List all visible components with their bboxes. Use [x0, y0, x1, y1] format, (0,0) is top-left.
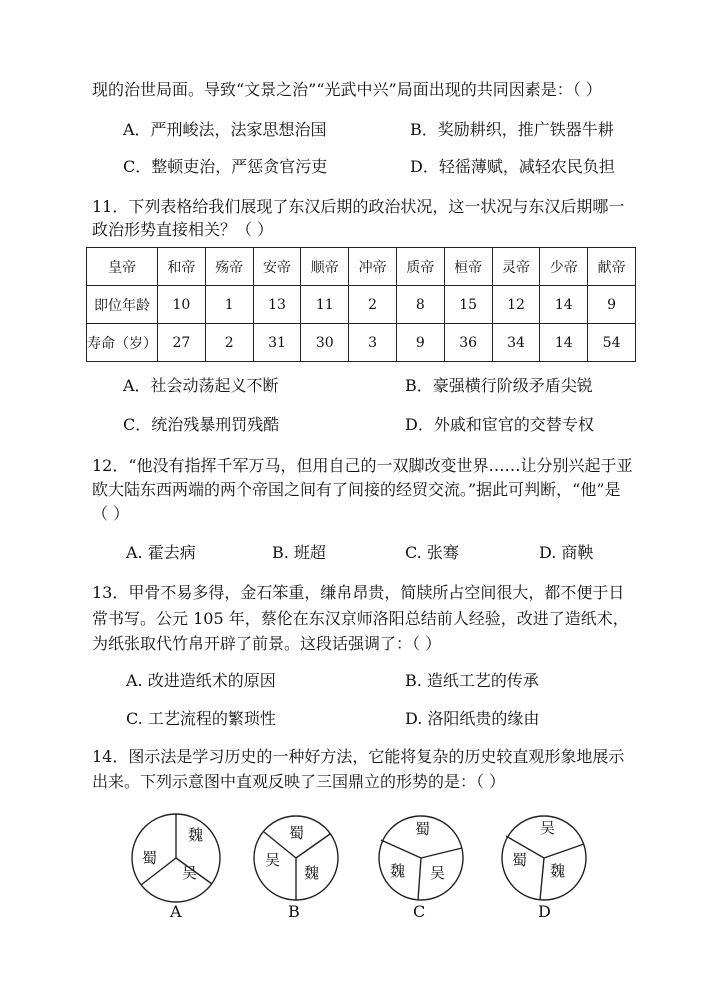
q12-option-d: D. 商鞅 [539, 543, 594, 562]
table-cell: 11 [301, 286, 349, 324]
table-row-label: 寿命（岁） [87, 324, 158, 362]
diagram-a-right: 吴 [182, 864, 198, 882]
q10-option-a: A．严刑峻法，法家思想治国 [123, 120, 327, 139]
table-cell: 少帝 [540, 248, 588, 286]
q12-stem-line2: 欧大陆东西两端的两个帝国之间有了间接的经贸交流。”据此可判断，“他”是 [92, 480, 621, 499]
table-cell: 14 [540, 324, 588, 362]
diagram-d-left: 蜀 [512, 851, 528, 869]
diagram-d-right: 魏 [550, 862, 566, 880]
q11-option-c: C．统治残暴刑罚残酷 [123, 415, 280, 434]
table-header-label: 皇帝 [87, 248, 158, 286]
table-cell: 桓帝 [444, 248, 492, 286]
table-cell: 36 [444, 324, 492, 362]
table-row-emperors [87, 248, 636, 286]
diagram-d-top: 吴 [540, 819, 556, 837]
table-cell: 献帝 [588, 248, 636, 286]
diagram-c-top: 蜀 [415, 820, 431, 838]
q12-stem-line3: （ ） [92, 504, 130, 523]
table-cell: 2 [205, 324, 253, 362]
table-cell: 27 [158, 324, 206, 362]
diagram-c-right: 吴 [430, 864, 446, 882]
diagram-a-left: 蜀 [142, 849, 158, 867]
q14-stem-line1: 14．图示法是学习历史的一种好方法，它能将复杂的历史较直观形象地展示 [92, 747, 625, 766]
q12-option-c: C. 张骞 [405, 543, 459, 562]
q13-option-d: D. 洛阳纸贵的缘由 [405, 709, 540, 728]
table-cell: 34 [492, 324, 540, 362]
q10-option-b: B．奖励耕织，推广铁器牛耕 [410, 120, 614, 139]
table-cell: 12 [492, 286, 540, 324]
table-cell: 1 [205, 286, 253, 324]
diagram-b-left: 吴 [265, 851, 281, 869]
q11-stem-line1: 11．下列表格给我们展现了东汉后期的政治状况，这一状况与东汉后期哪一 [92, 197, 625, 216]
table-cell: 8 [396, 286, 444, 324]
q11-option-a: A．社会动荡起义不断 [123, 376, 279, 395]
table-cell: 殇帝 [205, 248, 253, 286]
diagram-c-label: C [413, 902, 426, 921]
q11-stem-line2: 政治形势直接相关？（ ） [92, 220, 274, 239]
table-cell: 3 [349, 324, 397, 362]
q13-stem-line2: 常书写。公元 105 年，蔡伦在东汉京师洛阳总结前人经验，改进了造纸术， [92, 609, 629, 628]
q10-stem: 现的治世局面。导致“文景之治”“光武中兴”局面出现的共同因素是：（ ） [92, 80, 602, 99]
emperor-table [86, 247, 636, 362]
three-kingdoms-diagrams [0, 800, 718, 940]
q13-option-a: A. 改进造纸术的原因 [126, 671, 276, 690]
q10-option-c: C．整顿吏治，严惩贪官污吏 [123, 157, 328, 176]
diagram-b-top: 蜀 [289, 824, 305, 842]
q13-option-b: B. 造纸工艺的传承 [405, 671, 539, 690]
q13-option-c: C. 工艺流程的繁琐性 [126, 709, 276, 728]
table-cell: 31 [253, 324, 301, 362]
table-cell: 30 [301, 324, 349, 362]
diagram-d-label: D [538, 902, 551, 921]
diagram-c-left: 魏 [390, 862, 406, 880]
table-cell: 冲帝 [349, 248, 397, 286]
table-cell: 9 [396, 324, 444, 362]
q12-stem-line1: 12．“他没有指挥千军万马，但用自己的一双脚改变世界……让分别兴起于亚 [92, 456, 633, 475]
q10-option-d: D．轻徭薄赋，减轻农民负担 [410, 157, 615, 176]
table-cell: 13 [253, 286, 301, 324]
table-cell: 10 [158, 286, 206, 324]
diagram-a [132, 814, 220, 921]
q11-option-d: D．外戚和宦官的交替专权 [405, 415, 594, 434]
table-cell: 15 [444, 286, 492, 324]
q12-option-b: B. 班超 [272, 543, 326, 562]
table-cell: 和帝 [158, 248, 206, 286]
table-row-lifespans [87, 324, 636, 362]
table-row-ages [87, 286, 636, 324]
diagram-b-label: B [288, 902, 300, 921]
diagram-c [379, 816, 463, 921]
diagram-b-right: 魏 [304, 864, 320, 882]
diagram-a-label: A [170, 902, 182, 921]
q13-stem-line1: 13．甲骨不易多得，金石笨重，缣帛昂贵，简牍所占空间很大，都不便于日 [92, 583, 625, 602]
q13-stem-line3: 为纸张取代竹帛开辟了前景。这段话强调了：（ ） [92, 634, 442, 653]
table-cell: 9 [588, 286, 636, 324]
table-cell: 54 [588, 324, 636, 362]
q11-option-b: B．豪强横行阶级矛盾尖锐 [405, 376, 593, 395]
table-cell: 质帝 [396, 248, 444, 286]
table-cell: 顺帝 [301, 248, 349, 286]
table-cell: 灵帝 [492, 248, 540, 286]
diagram-b [254, 816, 338, 921]
table-cell: 安帝 [253, 248, 301, 286]
table-row-label: 即位年龄 [87, 286, 158, 324]
diagram-a-top: 魏 [188, 826, 204, 844]
table-cell: 14 [540, 286, 588, 324]
q12-option-a: A. 霍去病 [126, 543, 196, 562]
table-cell: 2 [349, 286, 397, 324]
diagram-d [502, 816, 586, 921]
q14-stem-line2: 出来。下列示意图中直观反映了三国鼎立的形势的是：（ ） [92, 772, 506, 791]
